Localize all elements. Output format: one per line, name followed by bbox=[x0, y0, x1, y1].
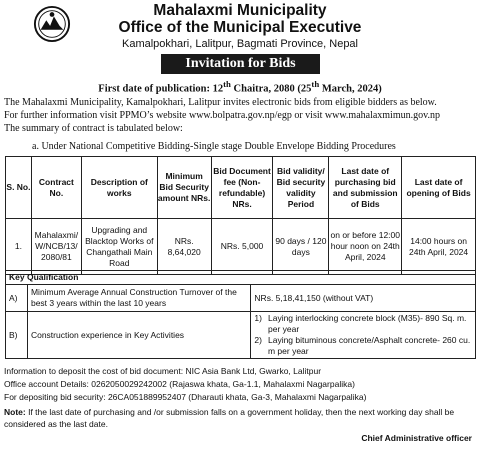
cell-last-purchase: on or before 12:00 hour noon on 24th April, 2024 bbox=[329, 219, 402, 275]
note bbox=[4, 406, 474, 430]
cell-sno: 1. bbox=[6, 219, 32, 275]
qualification-title: Key Qualification bbox=[6, 271, 476, 285]
qual-b-text: Construction experience in Key Activities bbox=[27, 312, 250, 359]
intro-line-2: For further information visit PPMO’s website www.bolpatra.gov.np/egp or visit www.mahalaxmimun.gov.np bbox=[4, 110, 440, 121]
org-title: Mahalaxmi Municipality bbox=[153, 2, 327, 19]
bid-table bbox=[5, 156, 476, 275]
cell-validity: 90 days / 120 days bbox=[273, 219, 329, 275]
table-row bbox=[6, 219, 476, 275]
intro-line-3: The summary of contract is tabulated below: bbox=[4, 123, 183, 134]
intro-line-1: The Mahalaxmi Municipality, Kamalpokhari, Lalitpur invites electronic bids from eligible bidders as below. bbox=[4, 97, 437, 108]
cell-security: NRs. 8,64,020 bbox=[157, 219, 211, 275]
publication-date: First date of publication: 12th Chaitra, 2080 (25th March, 2024) bbox=[98, 79, 382, 95]
header-sno: S. No. bbox=[6, 157, 32, 219]
office-account-info: Office account Details: 0262050029242002 (Rajaswa khata, Ga-1.1, Mahalaxmi Nagarpalika) bbox=[4, 379, 355, 389]
header-contract: Contract No. bbox=[31, 157, 81, 219]
list-item: 1) Laying interlocking concrete block (M35)- 890 Sq. m. per year bbox=[254, 313, 467, 334]
address: Kamalpokhari, Lalitpur, Bagmati Province, Nepal bbox=[121, 38, 358, 50]
deposit-info: Information to deposit the cost of bid document: NIC Asia Bank Ltd, Gwarko, Lalitpur bbox=[4, 366, 322, 376]
qual-a-label: A) bbox=[6, 285, 28, 312]
cell-description: Upgrading and Blacktop Works of Changathali Main Road bbox=[81, 219, 157, 275]
bid-security-info: For depositing bid security: 26CA051889952407 (Dharauti khata, Ga-3, Mahalaxmi Nagarpalika) bbox=[4, 392, 367, 402]
header-description: Description of works bbox=[81, 157, 157, 219]
procedure-line: a. Under National Competitive Bidding-Single stage Double Envelope Bidding Procedures bbox=[32, 141, 396, 152]
qualification-table bbox=[5, 270, 476, 359]
cell-opening: 14:00 hours on 24th April, 2024 bbox=[402, 219, 476, 275]
office-title: Office of the Municipal Executive bbox=[118, 19, 362, 36]
list-item: 2) Laying bituminous concrete/Asphalt concrete- 260 cu. m per year bbox=[254, 335, 471, 356]
cell-fee: NRs. 5,000 bbox=[211, 219, 273, 275]
header-last-purchase: Last date of purchasing bid and submission of Bids bbox=[329, 157, 402, 219]
banner-title: Invitation for Bids bbox=[161, 54, 320, 74]
header-fee: Bid Document fee (Non-refundable) NRs. bbox=[211, 157, 273, 219]
qual-a-text: Minimum Average Annual Construction Turnover of the best 3 years within the last 10 years bbox=[27, 285, 250, 312]
header-opening: Last date of opening of Bids bbox=[402, 157, 476, 219]
qual-a-value: NRs. 5,18,41,150 (without VAT) bbox=[251, 285, 476, 312]
cell-contract: Mahalaxmi/ W/NCB/13/ 2080/81 bbox=[31, 219, 81, 275]
signature: Chief Administrative officer bbox=[361, 433, 472, 443]
header-security: Minimum Bid Security amount NRs. bbox=[157, 157, 211, 219]
note-label: Note: bbox=[4, 407, 26, 417]
note-text: If the last date of purchasing and /or submission falls on a government holiday, then the next working day shall be considered as the last date. bbox=[4, 407, 455, 429]
header-validity: Bid validity/ Bid security validity Period bbox=[273, 157, 329, 219]
qual-b-list bbox=[251, 312, 476, 359]
qual-b-label: B) bbox=[6, 312, 28, 359]
